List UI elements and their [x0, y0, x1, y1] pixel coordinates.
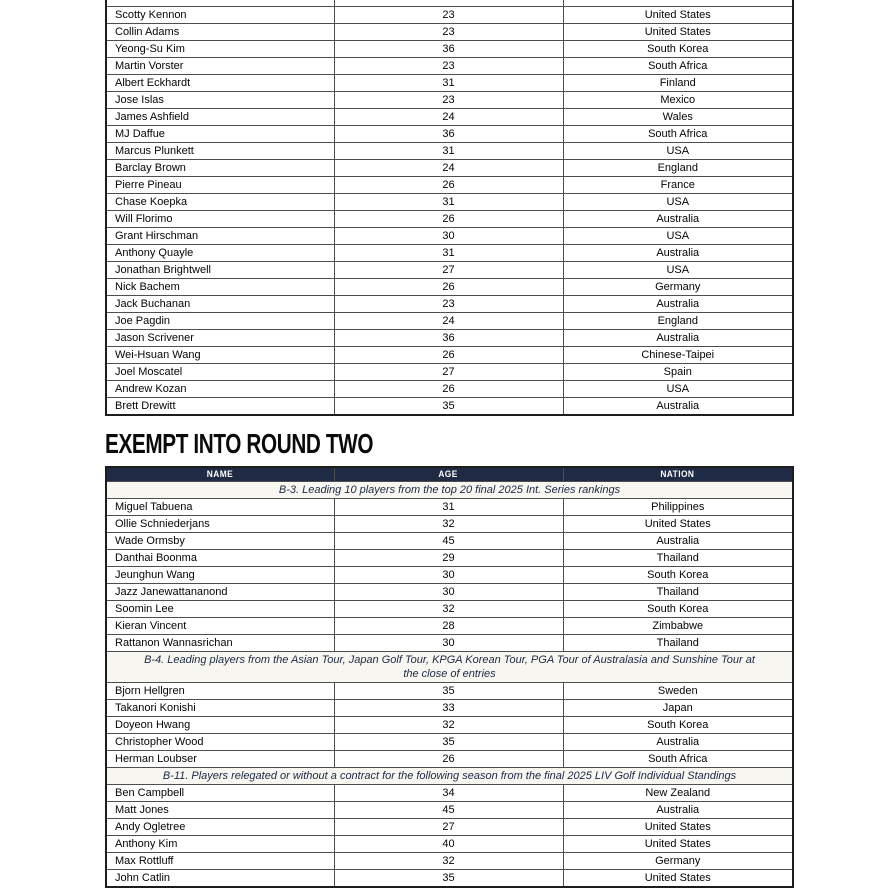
player-nation: France — [563, 176, 793, 193]
player-name: Ollie Schniederjans — [106, 516, 334, 533]
exempt-table-body — [106, 482, 793, 888]
player-nation: USA — [563, 142, 793, 159]
player-name: Ben Campbell — [106, 785, 334, 802]
player-name: Grant Hirschman — [106, 227, 334, 244]
player-nation: England — [563, 159, 793, 176]
player-nation: South Africa — [563, 751, 793, 768]
player-age: 26 — [334, 278, 563, 295]
table-header-row — [106, 467, 793, 482]
player-age: 27 — [334, 363, 563, 380]
player-row — [106, 734, 793, 751]
player-name: Will Florimo — [106, 210, 334, 227]
section-label-text: B-4. Leading players from the Asian Tour, Japan Golf Tour, KPGA Korean Tour, PGA Tour of Australasia and Sunshine Tour at the close of entries — [144, 654, 755, 680]
player-row — [106, 700, 793, 717]
section-label — [106, 652, 793, 683]
player-age: 30 — [334, 635, 563, 652]
player-name: Jazz Janewattananond — [106, 584, 334, 601]
player-nation: Germany — [563, 853, 793, 870]
player-age: 36 — [334, 329, 563, 346]
player-nation: New Zealand — [563, 785, 793, 802]
player-row — [106, 499, 793, 516]
player-age: 40 — [334, 836, 563, 853]
player-age: 30 — [334, 227, 563, 244]
player-row — [106, 363, 793, 380]
player-age: 23 — [334, 91, 563, 108]
player-row — [106, 193, 793, 210]
player-nation: Australia — [563, 244, 793, 261]
player-age: 31 — [334, 142, 563, 159]
player-age: 29 — [334, 550, 563, 567]
player-row — [106, 108, 793, 125]
player-name: Jonathan Brightwell — [106, 261, 334, 278]
player-age: 31 — [334, 499, 563, 516]
player-nation: Mexico — [563, 91, 793, 108]
player-name: Collin Adams — [106, 23, 334, 40]
player-name: Takanori Konishi — [106, 700, 334, 717]
player-name: Jose Islas — [106, 91, 334, 108]
player-age: 26 — [334, 176, 563, 193]
player-nation: USA — [563, 193, 793, 210]
section-heading: EXEMPT INTO ROUND TWO — [105, 427, 374, 459]
player-row — [106, 227, 793, 244]
player-row — [106, 159, 793, 176]
player-nation: Germany — [563, 278, 793, 295]
section-band-row — [106, 652, 793, 683]
section-label — [106, 482, 793, 499]
player-age: 33 — [334, 700, 563, 717]
player-row — [106, 635, 793, 652]
player-row — [106, 533, 793, 550]
player-nation: South Africa — [563, 125, 793, 142]
player-nation: Spain — [563, 363, 793, 380]
player-nation: Australia — [563, 295, 793, 312]
section-label — [106, 768, 793, 785]
player-nation: South Korea — [563, 40, 793, 57]
player-age: 35 — [334, 734, 563, 751]
player-name: Pierre Pineau — [106, 176, 334, 193]
player-name: Wei-Hsuan Wang — [106, 346, 334, 363]
player-name: Miguel Tabuena — [106, 499, 334, 516]
player-row — [106, 870, 793, 888]
player-age: 26 — [334, 751, 563, 768]
player-age: 24 — [334, 159, 563, 176]
player-name: Soomin Lee — [106, 601, 334, 618]
player-age: 23 — [334, 6, 563, 23]
player-age: 36 — [334, 125, 563, 142]
player-row — [106, 125, 793, 142]
player-age: 27 — [334, 261, 563, 278]
player-nation: Australia — [563, 329, 793, 346]
player-age: 31 — [334, 244, 563, 261]
player-nation: United States — [563, 6, 793, 23]
player-age: 23 — [334, 57, 563, 74]
player-name: Max Rottluff — [106, 853, 334, 870]
player-row — [106, 57, 793, 74]
player-row — [106, 244, 793, 261]
player-row — [106, 683, 793, 700]
player-nation: United States — [563, 516, 793, 533]
player-row — [106, 802, 793, 819]
player-nation: Wales — [563, 108, 793, 125]
player-age: 35 — [334, 870, 563, 888]
player-age: 35 — [334, 397, 563, 415]
player-row — [106, 91, 793, 108]
player-nation: Thailand — [563, 584, 793, 601]
col-header-age: AGE — [334, 467, 563, 482]
player-name: Marcus Plunkett — [106, 142, 334, 159]
player-nation: Thailand — [563, 635, 793, 652]
player-row — [106, 819, 793, 836]
player-age: 35 — [334, 683, 563, 700]
player-nation: Finland — [563, 74, 793, 91]
player-name: Nick Bachem — [106, 278, 334, 295]
player-name: Chase Koepka — [106, 193, 334, 210]
player-name: Jack Buchanan — [106, 295, 334, 312]
player-name: Herman Loubser — [106, 751, 334, 768]
player-name: Matt Jones — [106, 802, 334, 819]
player-age: 27 — [334, 819, 563, 836]
player-age: 45 — [334, 533, 563, 550]
player-nation: South Korea — [563, 601, 793, 618]
player-nation: England — [563, 312, 793, 329]
player-nation: United States — [563, 819, 793, 836]
player-name: James Ashfield — [106, 108, 334, 125]
player-name: Jason Scrivener — [106, 329, 334, 346]
player-nation: Philippines — [563, 499, 793, 516]
exempt-round-two-table — [105, 466, 794, 889]
player-name: Andy Ogletree — [106, 819, 334, 836]
player-name: Anthony Kim — [106, 836, 334, 853]
player-row — [106, 853, 793, 870]
player-row — [106, 329, 793, 346]
player-name: Rattanon Wannasrichan — [106, 635, 334, 652]
player-row — [106, 717, 793, 734]
player-nation: USA — [563, 380, 793, 397]
player-row — [106, 142, 793, 159]
player-age: 32 — [334, 853, 563, 870]
player-nation: Japan — [563, 700, 793, 717]
player-name: Barclay Brown — [106, 159, 334, 176]
player-row — [106, 278, 793, 295]
player-age: 34 — [334, 785, 563, 802]
player-name: Martin Vorster — [106, 57, 334, 74]
player-nation: Australia — [563, 210, 793, 227]
player-nation: United States — [563, 836, 793, 853]
player-nation: United States — [563, 870, 793, 888]
player-age: 24 — [334, 108, 563, 125]
player-age: 32 — [334, 601, 563, 618]
player-name: Scotty Kennon — [106, 6, 334, 23]
player-name: Doyeon Hwang — [106, 717, 334, 734]
player-age: 31 — [334, 74, 563, 91]
player-row — [106, 516, 793, 533]
player-name: Albert Eckhardt — [106, 74, 334, 91]
player-row — [106, 550, 793, 567]
player-age: 23 — [334, 295, 563, 312]
player-row — [106, 312, 793, 329]
player-row — [106, 601, 793, 618]
player-row — [106, 40, 793, 57]
player-row — [106, 584, 793, 601]
player-row — [106, 785, 793, 802]
player-name: Anthony Quayle — [106, 244, 334, 261]
player-row — [106, 6, 793, 23]
section-band-row — [106, 482, 793, 499]
player-age: 28 — [334, 618, 563, 635]
player-nation: South Korea — [563, 717, 793, 734]
player-age: 26 — [334, 346, 563, 363]
player-name: John Catlin — [106, 870, 334, 888]
player-age: 36 — [334, 40, 563, 57]
player-row — [106, 74, 793, 91]
player-row — [106, 295, 793, 312]
player-nation: Sweden — [563, 683, 793, 700]
player-name: Danthai Boonma — [106, 550, 334, 567]
player-nation: Australia — [563, 734, 793, 751]
player-age: 32 — [334, 516, 563, 533]
player-nation: South Africa — [563, 57, 793, 74]
player-row — [106, 397, 793, 415]
player-name: Christopher Wood — [106, 734, 334, 751]
section-label-text: B-11. Players relegated or without a contract for the following season from the final 2025 LIV Golf Individual Standings — [162, 770, 737, 782]
player-age: 30 — [334, 584, 563, 601]
player-row — [106, 261, 793, 278]
qualifiers-table-body — [106, 0, 793, 415]
player-nation: United States — [563, 23, 793, 40]
player-nation: USA — [563, 227, 793, 244]
player-row — [106, 751, 793, 768]
player-nation: Australia — [563, 802, 793, 819]
player-age: 26 — [334, 210, 563, 227]
col-header-nation: NATION — [563, 467, 793, 482]
section-label-text: B-3. Leading 10 players from the top 20 final 2025 Int. Series rankings — [278, 484, 621, 496]
player-row — [106, 567, 793, 584]
player-age: 45 — [334, 802, 563, 819]
document-page — [105, 0, 792, 888]
player-age: 31 — [334, 193, 563, 210]
player-row — [106, 23, 793, 40]
player-name: Yeong-Su Kim — [106, 40, 334, 57]
player-name: Bjorn Hellgren — [106, 683, 334, 700]
player-row — [106, 176, 793, 193]
player-row — [106, 836, 793, 853]
player-name: Brett Drewitt — [106, 397, 334, 415]
player-name: Joel Moscatel — [106, 363, 334, 380]
player-age: 26 — [334, 380, 563, 397]
col-header-name: NAME — [106, 467, 334, 482]
player-nation: Thailand — [563, 550, 793, 567]
player-nation: USA — [563, 261, 793, 278]
player-nation: Chinese-Taipei — [563, 346, 793, 363]
player-age: 32 — [334, 717, 563, 734]
player-nation: Australia — [563, 533, 793, 550]
player-nation: Australia — [563, 397, 793, 415]
player-nation: Zimbabwe — [563, 618, 793, 635]
player-age: 23 — [334, 23, 563, 40]
player-name: Joe Pagdin — [106, 312, 334, 329]
player-row — [106, 618, 793, 635]
section-band-row — [106, 768, 793, 785]
player-name: MJ Daffue — [106, 125, 334, 142]
player-age: 24 — [334, 312, 563, 329]
player-nation: South Korea — [563, 567, 793, 584]
player-name: Kieran Vincent — [106, 618, 334, 635]
player-row — [106, 346, 793, 363]
player-row — [106, 210, 793, 227]
player-age: 30 — [334, 567, 563, 584]
player-name: Jeunghun Wang — [106, 567, 334, 584]
exempt-table-head — [106, 467, 793, 482]
player-name: Andrew Kozan — [106, 380, 334, 397]
player-name: Wade Ormsby — [106, 533, 334, 550]
qualifiers-table — [105, 0, 794, 416]
player-row — [106, 380, 793, 397]
